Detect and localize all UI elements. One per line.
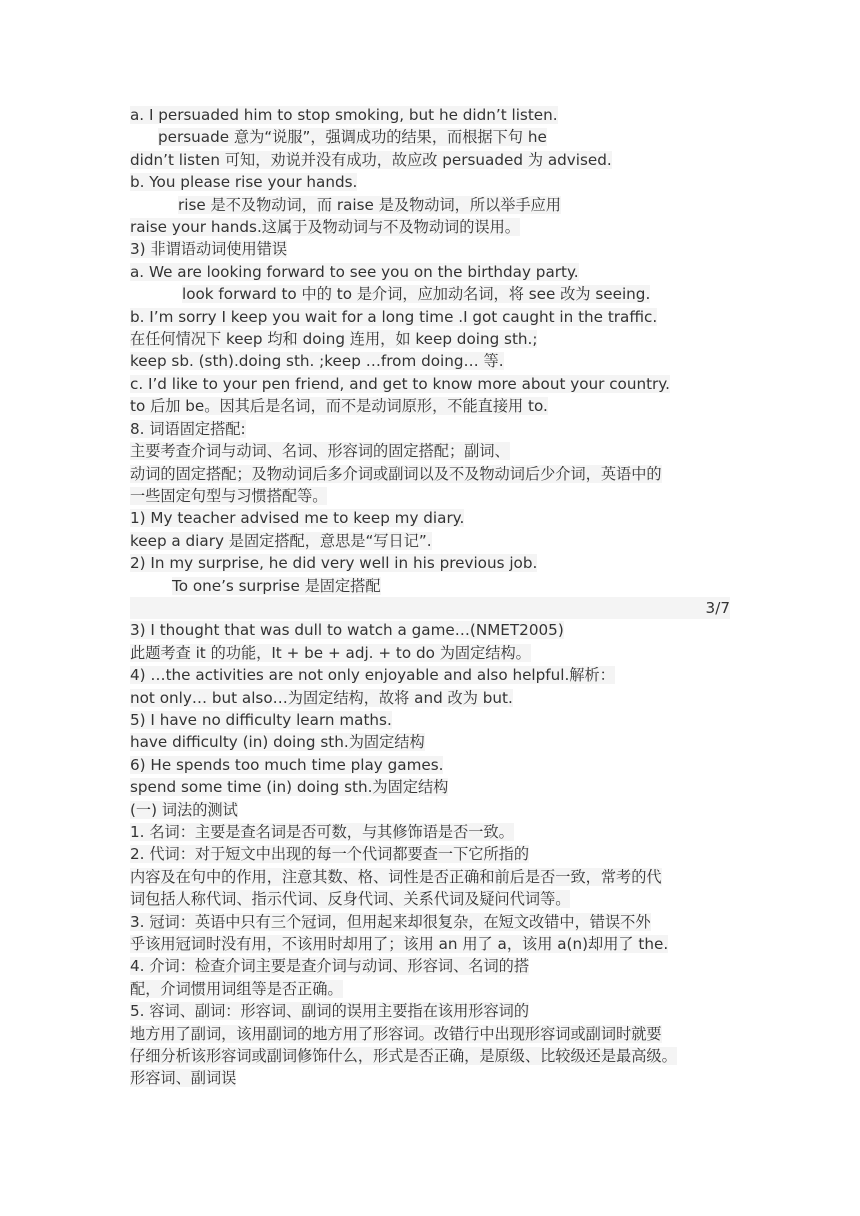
text-line: 乎该用冠词时没有用，不该用时却用了；该用 an 用了 a，该用 a(n)却用了 the. (130, 935, 669, 954)
text-line: raise your hands.这属于及物动词与不及物动词的误用。 (130, 218, 520, 237)
text-line: 4) …the activities are not only enjoyable and also helpful.解析： (130, 666, 615, 685)
text-line: keep sb. (sth).doing sth. ;keep …from doing… 等. (130, 352, 504, 371)
text-line: 3. 冠词：英语中只有三个冠词，但用起来却很复杂，在短文改错中，错误不外 (130, 912, 651, 931)
text-line: rise 是不及物动词，而 raise 是及物动词，所以举手应用 (178, 195, 561, 214)
text-line: 内容及在句中的作用，注意其数、格、词性是否正确和前后是否一致，常考的代 (130, 867, 662, 886)
text-line: keep a diary 是固定搭配，意思是“写日记”. (130, 531, 432, 550)
text-line: spend some time (in) doing sth.为固定结构 (130, 778, 449, 797)
document-body (130, 104, 730, 1090)
text-line: have difficulty (in) doing sth.为固定结构 (130, 733, 425, 752)
text-line: 配，介词惯用词组等是否正确。 (130, 979, 343, 998)
page-number: 3/7 (130, 597, 730, 619)
text-line: 词包括人称代词、指示代词、反身代词、关系代词及疑问代词等。 (130, 890, 571, 909)
text-line: a. We are looking forward to see you on the birthday party. (130, 262, 579, 281)
text-line: c. I’d like to your pen friend, and get to know more about your country. (130, 374, 670, 393)
text-line: b. I’m sorry I keep you wait for a long time .I got caught in the traffic. (130, 307, 658, 326)
text-line: look forward to 中的 to 是介词，应加动名词，将 see 改为 seeing. (182, 285, 651, 304)
text-line: 地方用了副词，该用副词的地方用了形容词。改错行中出现形容词或副词时就要 (130, 1024, 662, 1043)
text-line: 2. 代词：对于短文中出现的每一个代词都要查一下它所指的 (130, 845, 530, 864)
text-line: b. You please rise your hands. (130, 173, 358, 192)
text-line: 2) In my surprise, he did very well in his previous job. (130, 554, 538, 573)
text-line: 仔细分析该形容词或副词修饰什么，形式是否正确，是原级、比较级还是最高级。 (130, 1047, 677, 1066)
text-line: didn’t listen 可知，劝说并没有成功，故应改 persuaded 为 advised. (130, 150, 612, 169)
text-line: not only… but also…为固定结构，故将 and 改为 but. (130, 688, 513, 707)
text-line: to 后加 be。因其后是名词，而不是动词原形，不能直接用 to. (130, 397, 548, 416)
text-line: 1. 名词：主要是查名词是否可数，与其修饰语是否一致。 (130, 823, 514, 841)
text-line: 3) 非谓语动词使用错误 (130, 240, 288, 259)
section-heading: 8. 词语固定搭配: (130, 419, 246, 438)
text-line: 在任何情况下 keep 均和 doing 连用，如 keep doing sth.; (130, 330, 538, 349)
text-line: 主要考查介词与动词、名词、形容词的固定搭配；副词、 (130, 442, 510, 461)
text-line: To one’s surprise 是固定搭配 (172, 576, 381, 595)
text-line: 一些固定句型与习惯搭配等。 (130, 486, 328, 505)
text-line: 形容词、副词误 (130, 1069, 237, 1088)
text-line: 6) He spends too much time play games. (130, 755, 444, 774)
text-line: 5) I have no difficulty learn maths. (130, 710, 392, 729)
text-line: 5. 容词、副词：形容词、副词的误用主要指在该用形容词的 (130, 1002, 530, 1021)
text-line: 此题考查 it 的功能，It + be + adj. + to do 为固定结构。 (130, 643, 531, 662)
text-line: 3) I thought that was dull to watch a game…(NMET2005) (130, 621, 564, 640)
section-heading: (一) 词法的测试 (130, 800, 238, 819)
text-line: 4. 介词：检查介词主要是查介词与动词、形容词、名词的搭 (130, 957, 530, 976)
text-line: a. I persuaded him to stop smoking, but he didn’t listen. (130, 106, 558, 124)
text-line: 1) My teacher advised me to keep my diary. (130, 509, 465, 528)
text-line: persuade 意为“说服”，强调成功的结果，而根据下句 he (158, 128, 547, 147)
text-line: 动词的固定搭配；及物动词后多介词或副词以及不及物动词后少介词，英语中的 (130, 464, 662, 483)
